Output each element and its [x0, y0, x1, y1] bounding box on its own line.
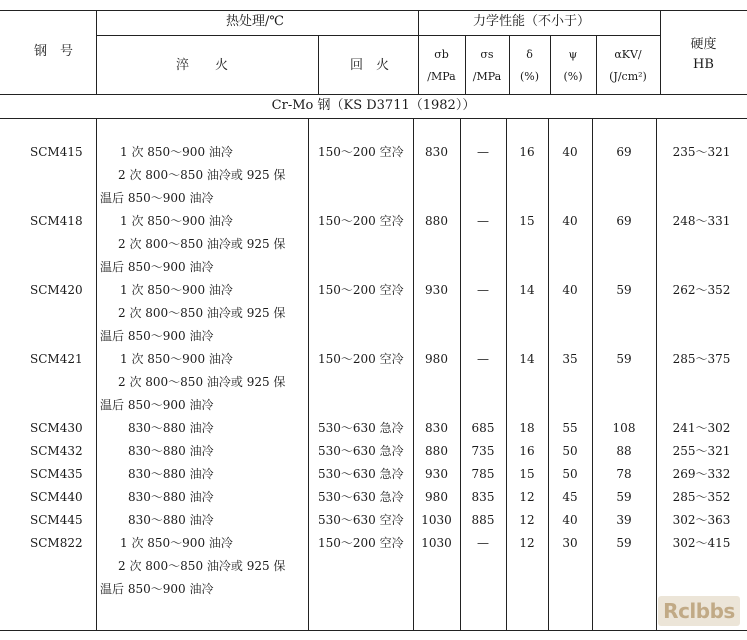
steel-grade: SCM430 — [30, 421, 83, 435]
d-value: 18 — [519, 421, 535, 435]
steel-grade: SCM445 — [30, 513, 83, 527]
sb-value: 1030 — [421, 536, 452, 550]
akv-value: 59 — [616, 352, 632, 366]
ss-value: 685 — [471, 421, 495, 435]
sb-value: 830 — [425, 145, 448, 159]
quench-line: 1 次 850～900 油冷 — [120, 536, 233, 550]
sb-value: 930 — [425, 467, 448, 481]
psi-value: 30 — [562, 536, 578, 550]
quench-line: 2 次 800～850 油冷或 925 保 — [118, 559, 286, 573]
ss-value: — — [477, 536, 489, 550]
header-mechanical: 力学性能（不小于） — [473, 14, 591, 29]
akv-value: 108 — [612, 421, 636, 435]
tempering-value: 530～630 急冷 — [318, 444, 404, 458]
ss-value: 885 — [471, 513, 495, 527]
ss-value: — — [477, 352, 489, 366]
psi-value: 45 — [562, 490, 578, 504]
ss-value: — — [477, 145, 489, 159]
tempering-value: 530～630 急冷 — [318, 490, 404, 504]
psi-value: 50 — [562, 467, 578, 481]
quench-line: 2 次 800～850 油冷或 925 保 — [118, 375, 286, 389]
d-value: 16 — [519, 145, 535, 159]
hb-value: 302～363 — [672, 513, 731, 527]
col-sep-grade-body — [96, 118, 97, 630]
quench-line: 2 次 800～850 油冷或 925 保 — [118, 306, 286, 320]
tempering-value: 530～630 急冷 — [318, 421, 404, 435]
section-bottom-border — [0, 118, 747, 119]
col-sep-akv — [660, 10, 661, 94]
header-quenching: 淬 火 — [176, 58, 229, 73]
steel-grade: SCM432 — [30, 444, 83, 458]
hb-value: 235～321 — [672, 145, 731, 159]
header-col-unit: /MPa — [427, 70, 456, 83]
quench-line: 830～880 油冷 — [128, 421, 214, 435]
header-bottom-border — [0, 94, 747, 95]
ss-value: 835 — [471, 490, 495, 504]
hb-value: 255～321 — [672, 444, 731, 458]
col-sep-d — [550, 35, 551, 94]
quench-line: 830～880 油冷 — [128, 513, 214, 527]
steel-grade: SCM415 — [30, 145, 83, 159]
header-col-unit: (%) — [563, 70, 583, 83]
col-sep-akv-body — [656, 118, 657, 630]
tempering-value: 150～200 空冷 — [318, 145, 404, 159]
akv-value: 78 — [616, 467, 632, 481]
steel-grade: SCM435 — [30, 467, 83, 481]
steel-grade: SCM822 — [30, 536, 83, 550]
d-value: 12 — [519, 536, 535, 550]
psi-value: 55 — [562, 421, 578, 435]
header-steel-grade: 钢 号 — [34, 44, 74, 59]
akv-value: 59 — [616, 283, 632, 297]
sb-value: 830 — [425, 421, 448, 435]
psi-value: 40 — [562, 283, 578, 297]
akv-value: 39 — [616, 513, 632, 527]
quench-line: 温后 850～900 油冷 — [100, 260, 214, 274]
tempering-value: 150～200 空冷 — [318, 214, 404, 228]
d-value: 15 — [519, 467, 535, 481]
header-hardness-unit: HB — [693, 57, 714, 72]
header-col-unit: (J/cm²) — [609, 70, 647, 83]
header-col-symbol: σs — [480, 48, 494, 61]
d-value: 15 — [519, 214, 535, 228]
hb-value: 269～332 — [672, 467, 731, 481]
col-sep-psi — [596, 35, 597, 94]
col-sep-quench — [318, 35, 319, 94]
ss-value: 735 — [471, 444, 495, 458]
sb-value: 930 — [425, 283, 448, 297]
quench-line: 温后 850～900 油冷 — [100, 582, 214, 596]
header-col-symbol: ψ — [568, 48, 578, 61]
quench-line: 830～880 油冷 — [128, 490, 214, 504]
tempering-value: 150～200 空冷 — [318, 352, 404, 366]
col-sep-sb-body — [460, 118, 461, 630]
akv-value: 69 — [616, 145, 632, 159]
psi-value: 50 — [562, 444, 578, 458]
header-tempering: 回 火 — [350, 58, 390, 73]
sb-value: 880 — [425, 214, 448, 228]
sb-value: 980 — [425, 490, 448, 504]
steel-grade: SCM421 — [30, 352, 83, 366]
col-sep-quench-body — [308, 118, 309, 630]
quench-line: 温后 850～900 油冷 — [100, 191, 214, 205]
table-top-border — [0, 10, 747, 11]
header-hardness: 硬度 — [690, 37, 717, 52]
quench-line: 830～880 油冷 — [128, 467, 214, 481]
akv-value: 59 — [616, 536, 632, 550]
psi-value: 35 — [562, 352, 578, 366]
d-value: 16 — [519, 444, 535, 458]
d-value: 12 — [519, 490, 535, 504]
tempering-value: 530～630 急冷 — [318, 467, 404, 481]
quench-line: 1 次 850～900 油冷 — [120, 283, 233, 297]
header-col-symbol: αKV/ — [614, 48, 642, 61]
quench-line: 温后 850～900 油冷 — [100, 398, 214, 412]
hb-value: 241～302 — [672, 421, 731, 435]
steel-grade: SCM418 — [30, 214, 83, 228]
quench-line: 2 次 800～850 油冷或 925 保 — [118, 168, 286, 182]
table-bottom-border — [0, 630, 747, 631]
quench-line: 1 次 850～900 油冷 — [120, 145, 233, 159]
sb-value: 980 — [425, 352, 448, 366]
header-mid-border — [96, 35, 660, 36]
hb-value: 285～375 — [672, 352, 731, 366]
col-sep-sb — [465, 35, 466, 94]
akv-value: 88 — [616, 444, 632, 458]
tempering-value: 150～200 空冷 — [318, 283, 404, 297]
quench-line: 1 次 850～900 油冷 — [120, 214, 233, 228]
section-title: Cr-Mo 钢（KS D3711（1982）） — [271, 98, 476, 113]
header-col-symbol: σb — [434, 48, 449, 61]
ss-value: — — [477, 214, 489, 228]
steel-grade: SCM420 — [30, 283, 83, 297]
psi-value: 40 — [562, 214, 578, 228]
sb-value: 1030 — [421, 513, 452, 527]
hb-value: 262～352 — [672, 283, 731, 297]
psi-value: 40 — [562, 145, 578, 159]
header-col-unit: (%) — [519, 70, 540, 83]
sb-value: 880 — [425, 444, 448, 458]
d-value: 14 — [519, 283, 535, 297]
d-value: 12 — [519, 513, 535, 527]
akv-value: 59 — [616, 490, 632, 504]
quench-line: 温后 850～900 油冷 — [100, 329, 214, 343]
tempering-value: 150～200 空冷 — [318, 536, 404, 550]
psi-value: 40 — [562, 513, 578, 527]
watermark-logo: Rclbbs — [658, 596, 740, 626]
hb-value: 285～352 — [672, 490, 731, 504]
col-sep-temper-body — [413, 118, 414, 630]
tempering-value: 530～630 空冷 — [318, 513, 404, 527]
akv-value: 69 — [616, 214, 632, 228]
hb-value: 302～415 — [672, 536, 731, 550]
ss-value: 785 — [471, 467, 495, 481]
col-sep-ss — [509, 35, 510, 94]
header-col-unit: /MPa — [472, 70, 502, 83]
quench-line: 2 次 800～850 油冷或 925 保 — [118, 237, 286, 251]
hb-value: 248～331 — [672, 214, 731, 228]
d-value: 14 — [519, 352, 535, 366]
col-sep-psi-body — [592, 118, 593, 630]
col-sep-ss-body — [506, 118, 507, 630]
quench-line: 1 次 850～900 油冷 — [120, 352, 233, 366]
header-heat-treatment: 热处理/℃ — [226, 14, 284, 29]
ss-value: — — [477, 283, 489, 297]
col-sep-grade — [96, 10, 97, 94]
col-sep-d-body — [548, 118, 549, 630]
quench-line: 830～880 油冷 — [128, 444, 214, 458]
header-col-symbol: δ — [526, 48, 533, 61]
steel-grade: SCM440 — [30, 490, 83, 504]
